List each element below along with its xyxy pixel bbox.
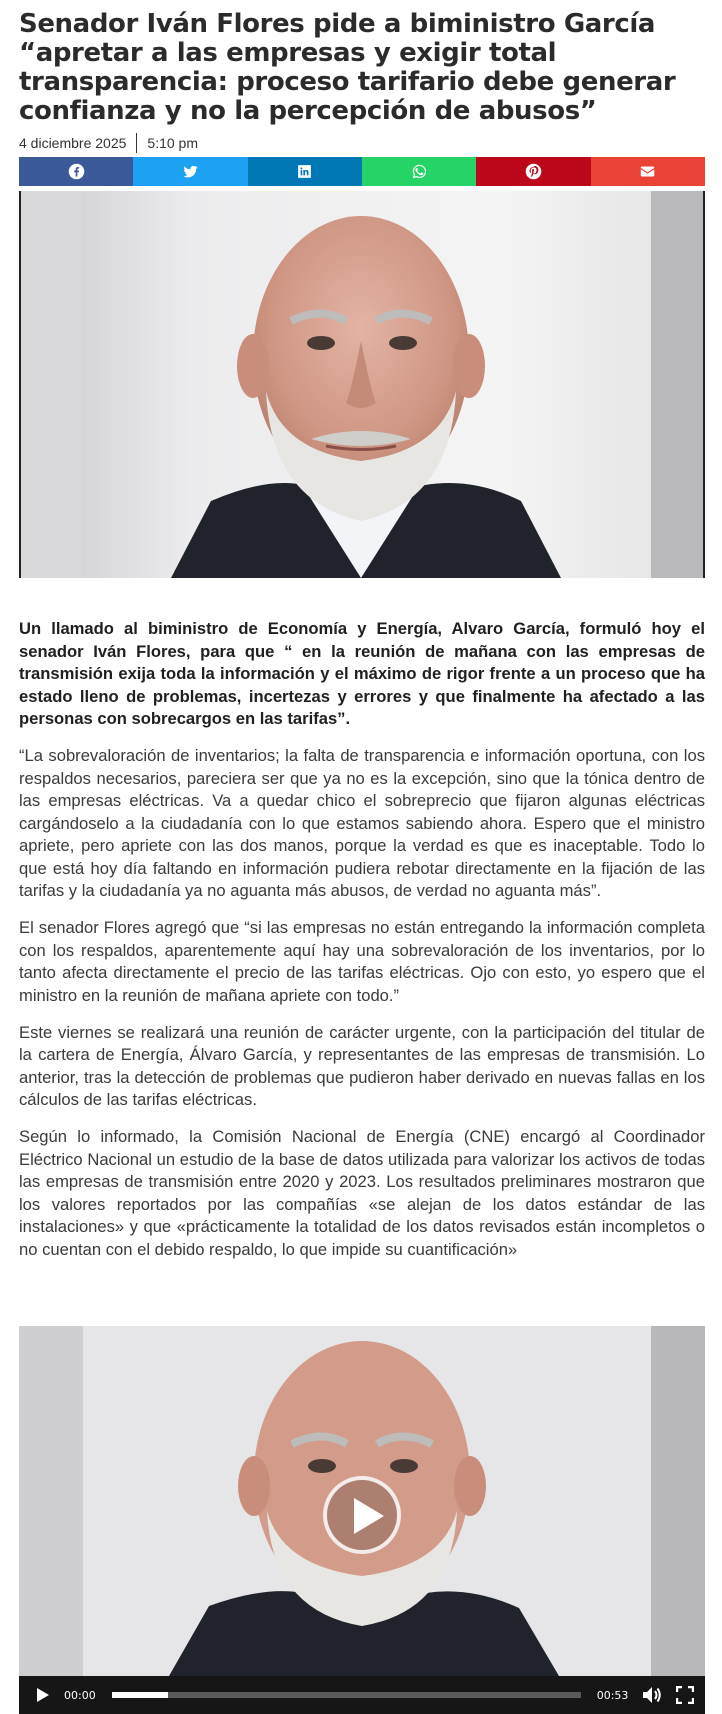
video-current-time: 00:00 (64, 1688, 96, 1702)
linkedin-icon (296, 163, 313, 180)
video-duration: 00:53 (596, 1688, 629, 1702)
volume-icon[interactable] (642, 1686, 662, 1704)
article-paragraph: Según lo informado, la Comisión Nacional de Energía (CNE) encargó al Coordinador Eléctrico Nacional un estudio de la base de datos utilizada para valorizar los activos de todas las empresas de transmisión entre 2020 y 2023. Los resultados preliminares mostraron que los valores reportados por las compañías «se alejan de los datos estándar de las instalaciones» y que «prácticamente la totalidad de los datos revisados están incompletos o no cuentan con el debido respaldo, lo que impide su cuantificación» (19, 1127, 705, 1259)
email-icon (639, 163, 656, 180)
share-twitter-button[interactable] (133, 157, 247, 186)
facebook-icon (68, 163, 85, 180)
meta-divider (136, 133, 137, 153)
article-featured-image (19, 191, 705, 578)
share-linkedin-button[interactable] (248, 157, 362, 186)
article-date: 4 diciembre 2025 (19, 135, 127, 151)
article-title: Senador Iván Flores pide a biministro García “apretar a las empresas y exigir total transparencia: proceso tarifario debe generar confianza y no la percepción de abusos” (19, 9, 676, 126)
play-icon[interactable] (36, 1687, 50, 1703)
share-pinterest-button[interactable] (476, 157, 590, 186)
pinterest-icon (525, 163, 542, 180)
article-paragraph: El senador Flores agregó que “si las empresas no están entregando la información completa con los respaldos, aparentemente aquí hay una sobrevaloración de los inventarios, por lo tanto afecta directamente el precio de las tarifas eléctricas. Ojo con esto, yo espero que el ministro en la reunión de mañana apriete con todo.” (19, 918, 705, 1005)
share-whatsapp-button[interactable] (362, 157, 476, 186)
video-player[interactable] (19, 1326, 705, 1714)
video-progress-fill (112, 1692, 168, 1698)
play-overlay-button[interactable] (323, 1476, 401, 1554)
share-bar (19, 157, 705, 186)
share-email-button[interactable] (591, 157, 705, 186)
article-paragraph: “La sobrevaloración de inventarios; la falta de transparencia e información oportuna, con los respaldos necesarios, pareciera ser que ya no es la excepción, sino que la tónica dentro de las empresas eléctricas. Va a quedar chico el sobreprecio que fijaron algunas eléctricas cargándoselo a la ciudadanía con lo que estamos sabiendo ahora. Espero que el ministro apriete, pero apriete con las dos manos, porque la verdad es que es inaceptable. Todo lo que está hoy día faltando en información pudiera rebotar directamente en la fijación de las tarifas y la ciudadanía ya no aguanta más abusos, de verdad no aguanta más”. (19, 746, 705, 900)
video-progress-bar[interactable] (112, 1692, 581, 1698)
portrait-illustration (21, 191, 703, 578)
article-lead-paragraph: Un llamado al biministro de Economía y Energía, Alvaro García, formuló hoy el senador Iván Flores, para que “ en la reunión de mañana con las empresas de transmisión exija toda la información y el máximo de rigor frente a un proceso que ha estado lleno de problemas, incertezas y errores y que finalmente ha afectado a las personas con sobrecargos en las tarifas”. (19, 619, 705, 728)
whatsapp-icon (411, 163, 428, 180)
article-body (19, 618, 705, 1276)
article-meta (19, 133, 198, 153)
fullscreen-icon[interactable] (676, 1686, 694, 1704)
share-facebook-button[interactable] (19, 157, 133, 186)
video-controls (19, 1676, 705, 1714)
article-time: 5:10 pm (147, 135, 198, 151)
article-paragraph: Este viernes se realizará una reunión de carácter urgente, con la participación del titular de la cartera de Energía, Álvaro García, y representantes de las empresas de transmisión. Lo anterior, tras la detección de problemas que pudieron haber derivado en nuevas fallas en los cálculos de las tarifas eléctricas. (19, 1022, 705, 1109)
twitter-icon (182, 163, 199, 180)
